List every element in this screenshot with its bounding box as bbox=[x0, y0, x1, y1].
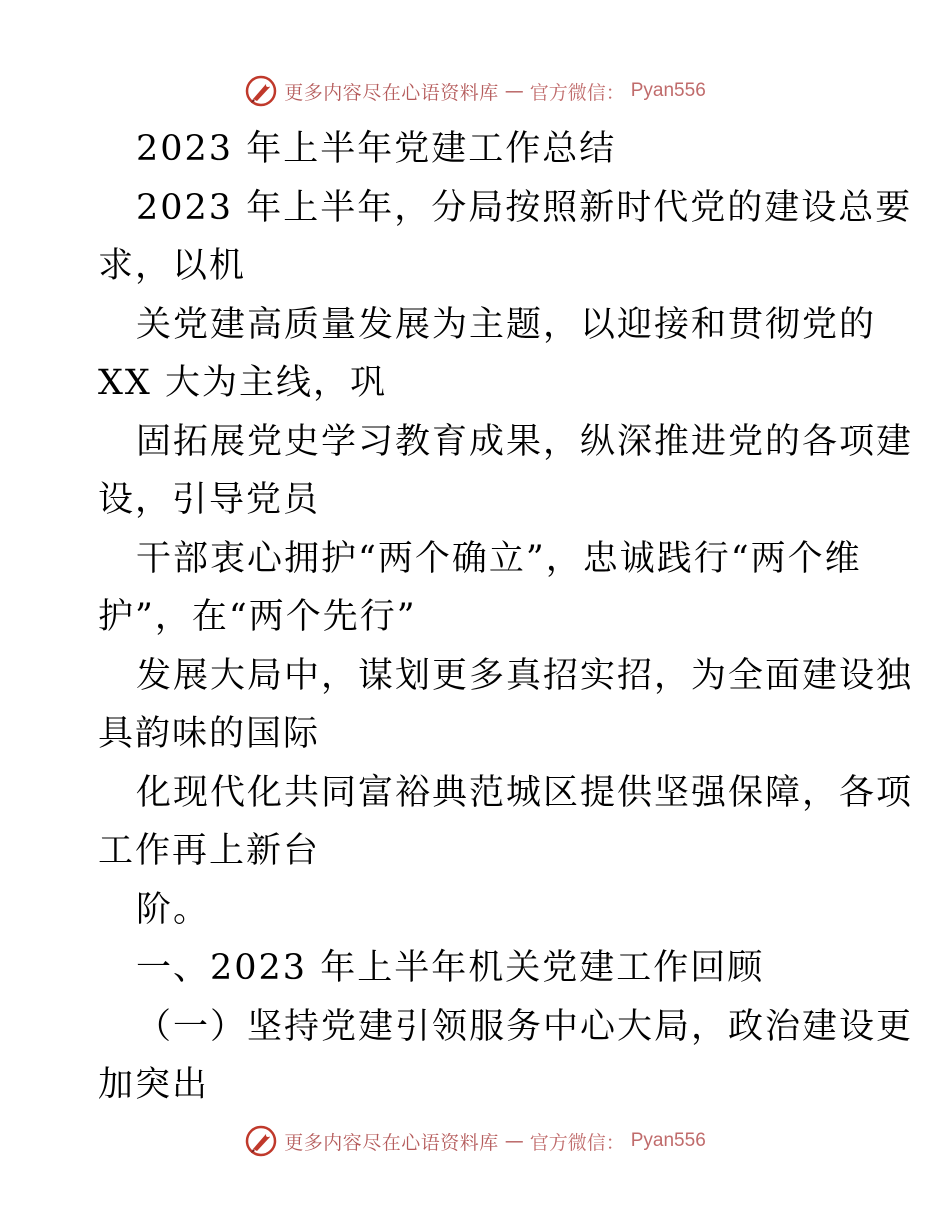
paragraph-line: 干部衷心拥护“两个确立”，忠诚践行“两个维 bbox=[136, 538, 862, 579]
paragraph-line: XX 大为主线，巩 bbox=[98, 363, 387, 403]
subsection-heading: （一）坚持党建引领服务中心大局，政治建设更 bbox=[136, 1006, 914, 1047]
paragraph-line: 护”，在“两个先行” bbox=[98, 597, 417, 637]
watermark-wechat-label: 官方微信： bbox=[529, 81, 625, 104]
watermark-text: 更多内容尽在心语资料库 bbox=[284, 81, 499, 104]
watermark-footer bbox=[0, 1124, 950, 1158]
watermark-wechat-id: Pyan556 bbox=[630, 1130, 706, 1151]
paragraph-line: 工作再上新台 bbox=[98, 831, 321, 871]
paragraph-line: 固拓展党史学习教育成果，纵深推进党的各项建 bbox=[136, 421, 914, 462]
section-heading: 一、2023 年上半年机关党建工作回顾 bbox=[136, 948, 765, 988]
watermark-wechat-id: Pyan556 bbox=[630, 80, 706, 101]
watermark-header bbox=[0, 74, 950, 108]
paragraph-line: 关党建高质量发展为主题，以迎接和贯彻党的 bbox=[136, 304, 877, 345]
paragraph-line: 具韵味的国际 bbox=[98, 714, 321, 754]
paragraph-line: 发展大局中，谋划更多真招实招，为全面建设独 bbox=[136, 655, 914, 696]
subsection-heading-continued: 加突出 bbox=[98, 1065, 210, 1105]
document-title: 2023 年上半年党建工作总结 bbox=[136, 129, 617, 169]
document-body bbox=[98, 120, 914, 1115]
watermark-text: 更多内容尽在心语资料库 bbox=[284, 1131, 499, 1154]
paragraph-line: 求，以机 bbox=[98, 246, 247, 286]
watermark-separator: — bbox=[504, 1130, 524, 1152]
watermark-separator: — bbox=[504, 80, 524, 102]
pen-logo-icon bbox=[244, 1124, 278, 1158]
pen-logo-icon bbox=[244, 74, 278, 108]
paragraph-line: 化现代化共同富裕典范城区提供坚强保障，各项 bbox=[136, 772, 914, 813]
paragraph-line: 阶。 bbox=[136, 889, 211, 930]
paragraph-line: 设，引导党员 bbox=[98, 480, 321, 520]
watermark-wechat-label: 官方微信： bbox=[529, 1131, 625, 1154]
paragraph-line: 2023 年上半年，分局按照新时代党的建设总要 bbox=[136, 187, 913, 228]
